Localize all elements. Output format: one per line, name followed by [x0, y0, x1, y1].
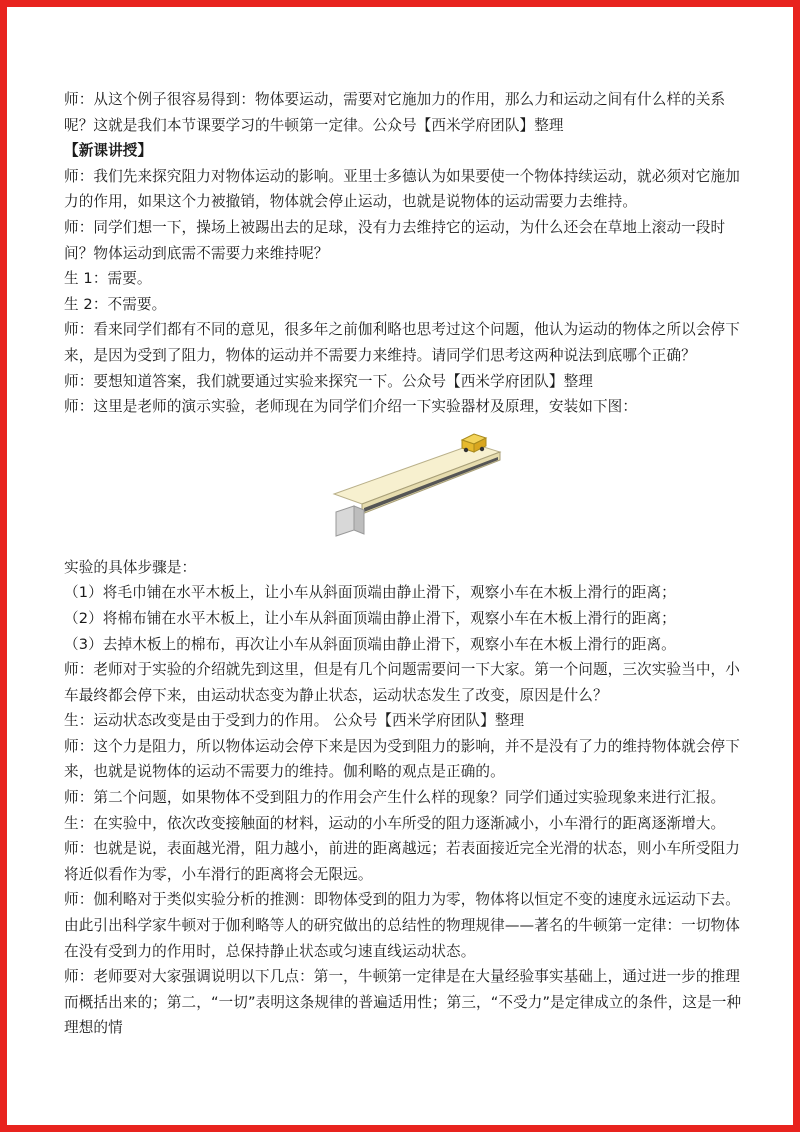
- paragraph: 师：也就是说，表面越光滑，阻力越小，前进的距离越远；若表面接近完全光滑的状态，则小车所受阻力将近似看作为零，小车滑行的距离将会无限远。: [64, 840, 740, 883]
- incline-ramp-cart-illustration: [324, 422, 534, 547]
- paragraph: 师：同学们想一下，操场上被踢出去的足球，没有力去维持它的运动，为什么还会在草地上滚动一段时间？物体运动到底需不需要力来维持呢？: [64, 218, 726, 262]
- paragraph: 师：从这个例子很容易得到：物体要运动，需要对它施加力的作用，那么力和运动之间有什么样的关系呢？这就是我们本节课要学习的牛顿第一定律。公众号【西米学府团队】整理: [64, 91, 726, 134]
- paragraph: 师：要想知道答案，我们就要通过实验来探究一下。公众号【西米学府团队】整理: [64, 372, 593, 390]
- step-item: （1）将毛巾铺在水平木板上，让小车从斜面顶端由静止滑下，观察小车在木板上滑行的距离；: [64, 584, 676, 602]
- step-item: （2）将棉布铺在水平木板上，让小车从斜面顶端由静止滑下，观察小车在木板上滑行的距离；: [64, 609, 676, 627]
- paragraph: 师：伽利略对于类似实验分析的推测：即物体受到的阻力为零，物体将以恒定不变的速度永远运动下去。由此引出科学家牛顿对于伽利略等人的研究做出的总结性的物理规律——著名的牛顿第一定律：一切物体在没有受到力的作用时，总保持静止状态或匀速直线运动状态。: [64, 891, 740, 960]
- paragraph: 师：我们先来探究阻力对物体运动的影响。亚里士多德认为如果要使一个物体持续运动，就必须对它施加力的作用，如果这个力被撤销，物体就会停止运动，也就是说物体的运动需要力去维持。: [64, 167, 740, 211]
- paragraph: 生 1：需要。: [64, 270, 152, 288]
- paragraph: 师：这里是老师的演示实验，老师现在为同学们介绍一下实验器材及原理，安装如下图：: [64, 398, 638, 416]
- paragraph: 师：这个力是阻力，所以物体运动会停下来是因为受到阻力的影响，并不是没有了力的维持物体就会停下来，也就是说物体的运动不需要力的维持。伽利略的观点是正确的。: [64, 737, 740, 781]
- paragraph: 师：老师要对大家强调说明以下几点：第一，牛顿第一定律是在大量经验事实基础上，通过进一步的推理而概括出来的；第二，“一切”表明这条规律的普遍适用性；第三，“不受力”是定律成立的条件，这是一种理想的情: [64, 968, 742, 1037]
- paragraph: 生 2：不需要。: [64, 295, 167, 313]
- step-item: （3）去掉木板上的棉布，再次让小车从斜面顶端由静止滑下，观察小车在木板上滑行的距离。: [64, 635, 676, 653]
- paragraph: 生：运动状态改变是由于受到力的作用。 公众号【西米学府团队】整理: [64, 712, 525, 730]
- paragraph: 师：老师对于实验的介绍就先到这里，但是有几个问题需要问一下大家。第一个问题，三次实验当中，小车最终都会停下来，由运动状态变为静止状态，运动状态发生了改变，原因是什么？: [64, 661, 740, 704]
- paragraph: 生：在实验中，依次改变接触面的材料，运动的小车所受的阻力逐渐减小，小车滑行的距离逐渐增大。: [64, 814, 726, 832]
- paragraph: 师：看来同学们都有不同的意见，很多年之前伽利略也思考过这个问题，他认为运动的物体之所以会停下来，是因为受到了阻力，物体的运动并不需要力来维持。请同学们思考这两种说法到底哪个正确？: [64, 321, 740, 364]
- paragraph: 师：第二个问题，如果物体不受到阻力的作用会产生什么样的现象？同学们通过实验现象来进行汇报。: [64, 789, 726, 807]
- document-body: [64, 87, 754, 1041]
- experiment-figure: [64, 420, 754, 555]
- paragraph: 实验的具体步骤是：: [64, 558, 197, 576]
- section-title: 【新课讲授】: [64, 142, 153, 160]
